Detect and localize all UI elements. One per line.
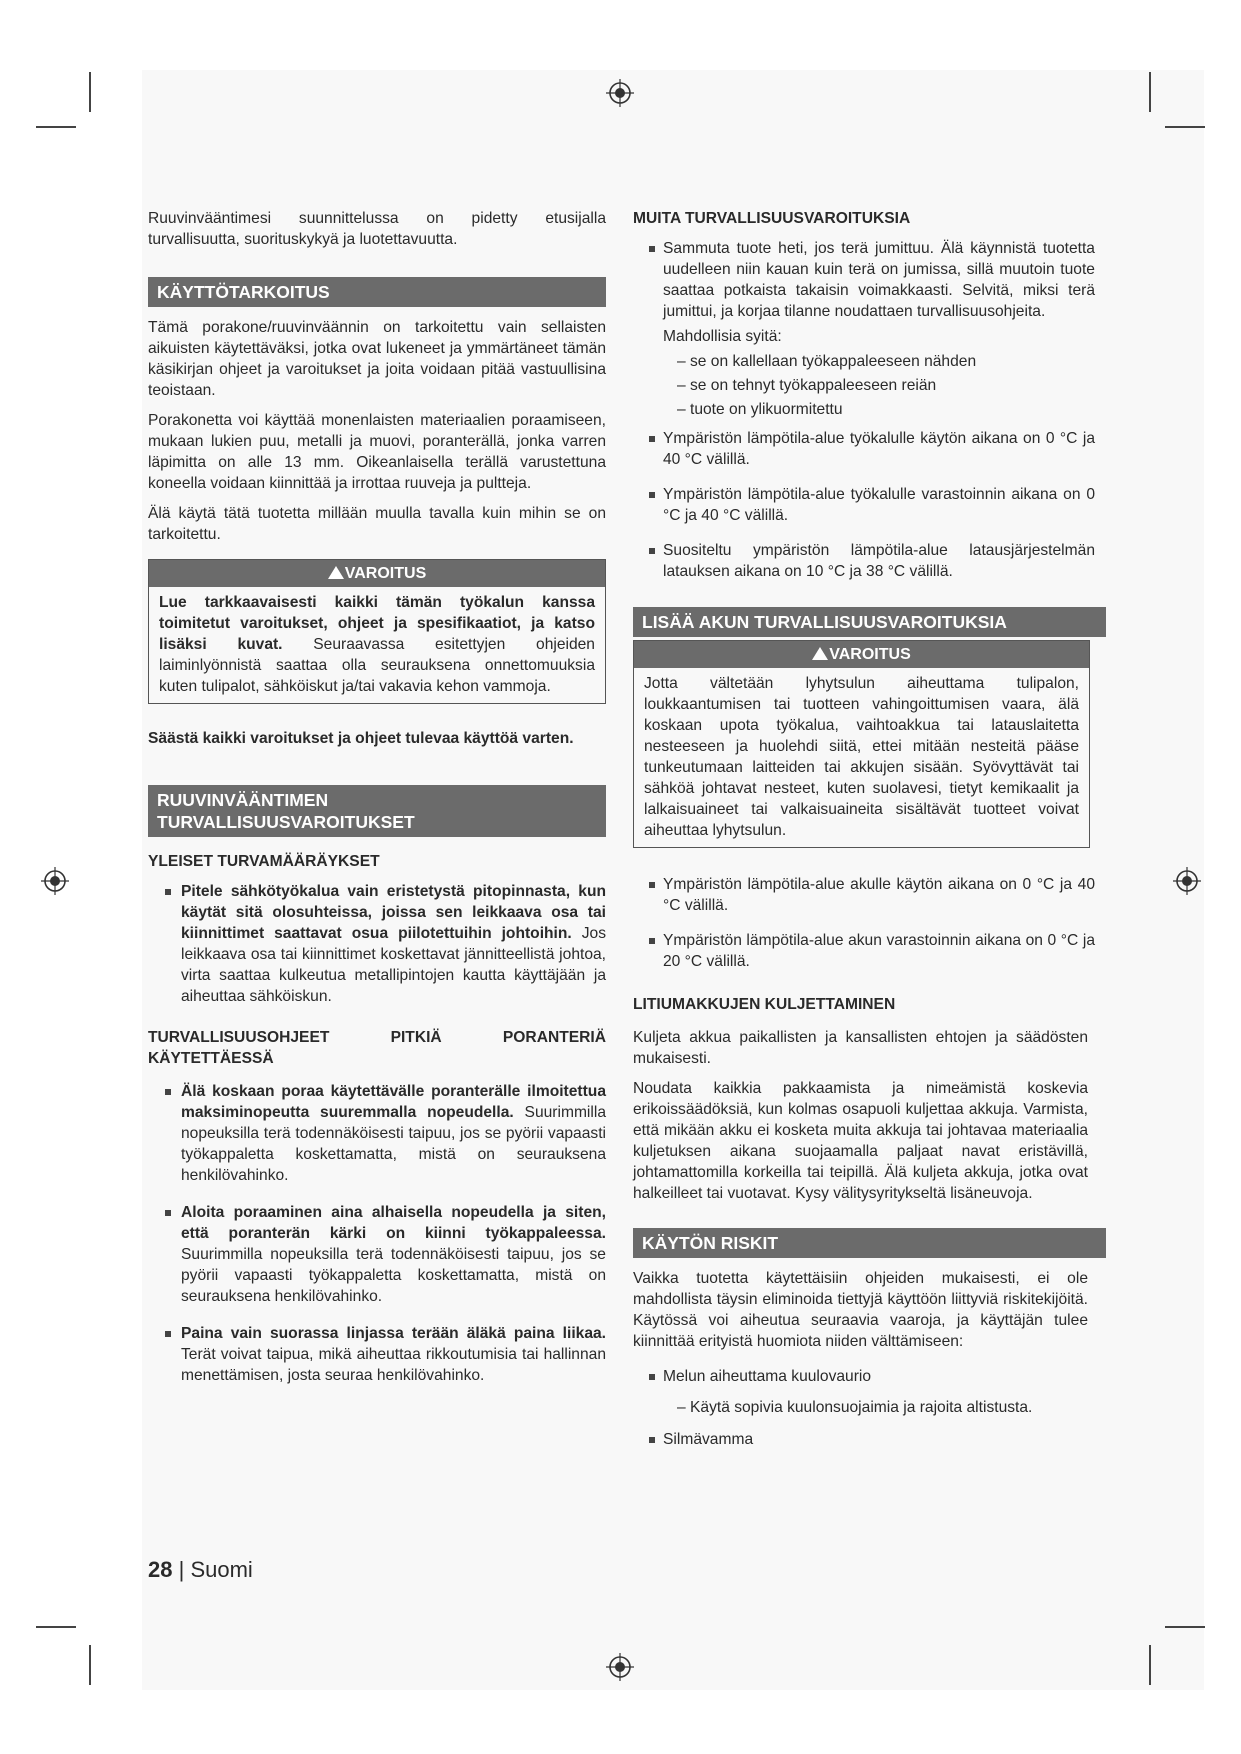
list-item: Ympäristön lämpötila-alue työkalulle varastoinnin aikana on 0 °C ja 40 °C välillä. — [633, 484, 1095, 526]
list-item: Melun aiheuttama kuulovaurio — [633, 1366, 1095, 1387]
bullet-bold: Pitele sähkötyökalua vain eristetystä pitopinnasta, kun käytät sitä olosuhteissa, joissa sen leikkaava osa tai kiinnittimet saattavat osua piilotettuihin johtoihin. — [181, 883, 606, 942]
bullet-bold: Paina vain suorassa linjassa terään äläkä paina liikaa. — [181, 1325, 606, 1342]
page-footer — [148, 1557, 253, 1583]
causes-title: Mahdollisia syitä: — [663, 328, 782, 345]
crop-mark — [36, 1626, 76, 1628]
warning-triangle-icon — [328, 566, 344, 579]
registration-mark-icon — [1172, 866, 1202, 896]
cause-item: – tuote on ylikuormitettu — [677, 401, 843, 418]
intro-text: Ruuvinvääntimesi suunnittelussa on pidetty etusijalla turvallisuutta, suorituskykyä ja luotettavuutta. — [148, 210, 606, 248]
section-heading-kayttotarkoitus: KÄYTTÖTARKOITUS — [148, 277, 606, 307]
left-column — [148, 208, 606, 1395]
warning-header — [149, 560, 605, 587]
warning-box — [633, 640, 1090, 848]
bullet-text: Suurimmilla nopeuksilla terä todennäköisesti taipuu, jos se pyörii vapaasti työkappaletta koskettamatta, mistä on seurauksena henkilövahinko. — [181, 1104, 606, 1184]
warning-triangle-icon — [812, 647, 828, 660]
subheading-litium: LITIUMAKKUJEN KULJETTAMINEN — [633, 996, 896, 1013]
paragraph: Noudata kaikkia pakkaamista ja nimeämistä koskevia erikoissäädöksiä, kun kolmas osapuoli kuljettaa akkuja. Varmista, että mikään akku ei kosketa muita akkuja tai johtavaa materiaalia kuljetuksen aikana suojaamalla paljaat navat eristävillä, johtamattomilla korkeilla tai teipillä. Älä kuljeta akkuja, jotka ovat halkeilleet tai vuotavat. Kysy välitysyritykseltä lisäneuvoja. — [633, 1080, 1088, 1202]
paragraph: Porakonetta voi käyttää monenlaisten materiaalien poraamiseen, mukaan lukien puu, metalli ja muovi, poranterällä, jonka varren läpimitta on alle 13 mm. Oikeanlaisella terällä varustettuna koneella voidaan kiinnittää ja irrottaa ruuveja ja pultteja. — [148, 412, 606, 492]
warning-header — [634, 641, 1089, 668]
warning-body: Jotta vältetään lyhytsulun aiheuttama tulipalon, loukkaantumisen tai tuotteen vahingoittumisen vaara, älä koskaan upota työkalua, vaihtoakkua tai latauslaitetta nesteeseen ja huolehdi siitä, ettei mitään nesteitä pääse tunkeutumaan laitteiden tai akkujen sisään. Syövyttävät tai sähköä johtavat nesteet, kuten suolavesi, tietyt kemikaalit ja lalkaisuaineet tai valkaisuaineita sisältävät tuotteet voivat aiheuttaa lyhytsulun. — [644, 675, 1079, 839]
list-item: Sammuta tuote heti, jos terä jumittuu. Älä käynnistä tuotetta uudelleen niin kauan kuin terä on jumissa, sillä muutoin tuote saattaa potkaista takaisin voimakkaasti. Selvitä, miksi terä jumittui, ja korjaa tilanne noudattaen turvallisuusohjeita. — [633, 238, 1095, 322]
subheading-yleiset: YLEISET TURVAMÄÄRÄYKSET — [148, 853, 380, 870]
list-item — [148, 1081, 606, 1186]
crop-mark — [89, 1645, 91, 1685]
heading-line: RUUVINVÄÄNTIMEN — [157, 790, 329, 810]
paragraph: Kuljeta akkua paikallisten ja kansallisten ehtojen ja säädösten mukaisesti. — [633, 1029, 1088, 1067]
bullet-bold: Aloita poraaminen aina alhaisella nopeudella ja siten, että poranterän kärki on kiinni työkappaleessa. — [181, 1204, 606, 1242]
warning-title: VAROITUS — [344, 565, 427, 582]
paragraph: Tämä porakone/ruuvinväännin on tarkoitettu vain sellaisten aikuisten käytettäväksi, jotka ovat lukeneet ja ymmärtäneet tämän käsikirjan ohjeet ja varoitukset ja joita voidaan pitää vastuullisina teoistaan. — [148, 319, 606, 399]
heading-line: TURVALLISUUSVAROITUKSET — [157, 812, 415, 832]
registration-mark-icon — [40, 866, 70, 896]
crop-mark — [89, 72, 91, 112]
list-item: Silmävamma — [633, 1429, 1095, 1450]
footer-separator: | — [178, 1557, 185, 1582]
crop-mark — [1165, 126, 1205, 128]
subheading-muita: MUITA TURVALLISUUSVAROITUKSIA — [633, 210, 911, 227]
warning-text: Seuraavassa esitettyjen ohjeiden laiminlyönnistä saattaa olla seurauksena onnettomuuksia kuten tulipalot, sähköiskut ja/tai vakavia kehon vammoja. — [159, 636, 595, 695]
crop-mark — [1149, 1645, 1151, 1685]
cause-item: – se on tehnyt työkappaleeseen reiän — [677, 377, 937, 394]
cause-item: – se on kallellaan työkappaleeseen nähden — [677, 353, 977, 370]
subheading-pitkia: TURVALLISUUSOHJEET PITKIÄ PORANTERIÄ KÄYTETTÄESSÄ — [148, 1029, 606, 1067]
bullet-text: Suurimmilla nopeuksilla terä todennäköisesti taipuu, jos se pyörii vapaasti työkappaletta koskettamatta, mistä on seurauksena henkilövahinko. — [181, 1246, 606, 1305]
crop-mark — [36, 126, 76, 128]
list-item — [148, 1323, 606, 1386]
right-column — [633, 208, 1095, 1460]
list-item: Suositeltu ympäristön lämpötila-alue latausjärjestelmän latauksen aikana on 10 °C ja 38 °C välillä. — [633, 540, 1095, 582]
save-instructions — [148, 728, 606, 749]
page-number: 28 — [148, 1557, 173, 1582]
warning-title: VAROITUS — [829, 646, 911, 663]
warning-bold-text: Lue tarkkaavaisesti kaikki tämän työkalun kanssa toimitetut varoitukset, ohjeet ja spesifikaatiot, ja katso lisäksi kuvat. — [159, 594, 595, 653]
section-heading-akku: LISÄÄ AKUN TURVALLISUUSVAROITUKSIA — [633, 607, 1106, 637]
registration-mark-icon — [605, 78, 635, 108]
section-heading-ruuvinvaantimen — [148, 785, 606, 837]
section-heading-riskit: KÄYTÖN RISKIT — [633, 1228, 1106, 1258]
registration-mark-icon — [605, 1652, 635, 1682]
crop-mark — [1165, 1626, 1205, 1628]
list-item — [148, 1202, 606, 1307]
list-item — [148, 881, 606, 1007]
bullet-bold: Älä koskaan poraa käytettävälle poranterälle ilmoitettua maksiminopeutta suuremmalla nopeudella. — [181, 1083, 606, 1121]
warning-box — [148, 559, 606, 704]
bullet-text: Jos leikkaava osa tai kiinnittimet koskettavat jännitteellistä johtoa, virta saattaa kulkeutua metallipintojen kautta käyttäjään ja aiheuttaa sähköiskun. — [181, 925, 606, 1005]
list-item: Ympäristön lämpötila-alue akun varastoinnin aikana on 0 °C ja 20 °C välillä. — [633, 930, 1095, 972]
list-item: Ympäristön lämpötila-alue työkalulle käytön aikana on 0 °C ja 40 °C välillä. — [633, 428, 1095, 470]
bullet-text: Terät voivat taipua, mikä aiheuttaa rikkoutumisia tai hallinnan menettämisen, josta seuraa henkilövahinko. — [181, 1346, 606, 1384]
warning-body — [149, 587, 605, 703]
crop-mark — [1149, 72, 1151, 112]
paragraph: Älä käytä tätä tuotetta millään muulla tavalla kuin mihin se on tarkoitettu. — [148, 505, 606, 543]
list-item: Ympäristön lämpötila-alue akulle käytön aikana on 0 °C ja 40 °C välillä. — [633, 874, 1095, 916]
save-instructions-text: Säästä kaikki varoitukset ja ohjeet tulevaa käyttöä varten. — [148, 730, 574, 747]
footer-language: Suomi — [190, 1557, 253, 1582]
list-sub-item: – Käytä sopivia kuulonsuojaimia ja rajoita altistusta. — [677, 1399, 1033, 1416]
paragraph: Vaikka tuotetta käytettäisiin ohjeiden mukaisesti, ei ole mahdollista täysin eliminoida tiettyjä käyttöön liittyviä riskitekijöitä. Käytössä voi aiheutua seuraavia vaaroja, ja käyttäjän tulee kiinnittää erityistä huomiota niiden välttämiseen: — [633, 1270, 1088, 1350]
